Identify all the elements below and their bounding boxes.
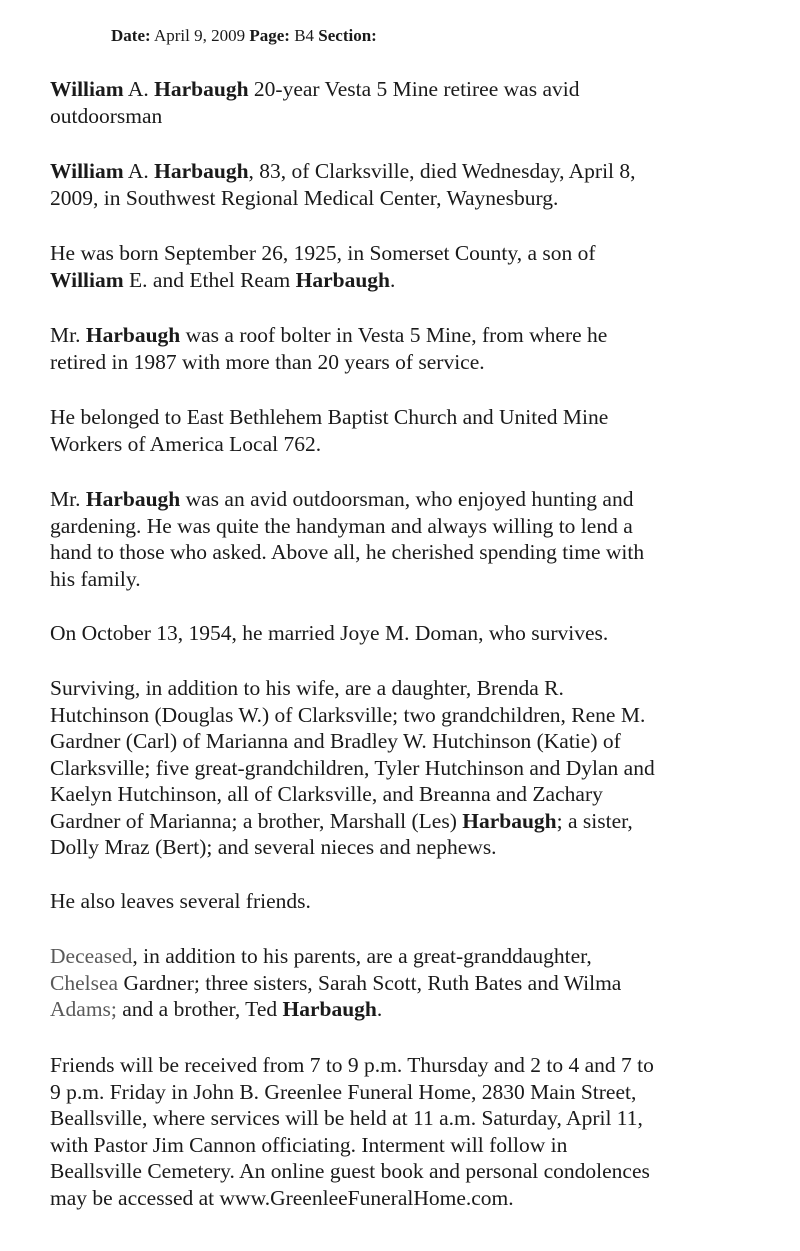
p10-line-1: Friends will be received from 7 to 9 p.m. Thursday and 2 to 4 and 7 to [50, 1053, 654, 1077]
p10-line-5: Beallsville Cemetery. An online guest book and personal condolences [50, 1159, 650, 1183]
paragraph-predeceased [50, 943, 780, 1023]
headline-name-first: William [50, 77, 124, 101]
p9-line-3-name: Harbaugh [282, 997, 377, 1021]
paragraph-friends [50, 888, 780, 915]
p5-text: was an avid outdoorsman, who enjoyed hunting and [180, 487, 634, 511]
p7-line-6-post: ; a sister, [556, 808, 633, 833]
p3-pre: Mr. [50, 323, 86, 347]
article-meta [111, 26, 377, 46]
p3-line-2: retired in 1987 with more than 20 years of service. [50, 349, 485, 374]
p10-line-4: with Pastor Jim Cannon officiating. Interment will follow in [50, 1132, 568, 1157]
p7-line-1: Surviving, in addition to his wife, are a daughter, Brenda R. [50, 676, 564, 700]
headline-line-2: outdoorsman [50, 103, 163, 128]
p3-name: Harbaugh [85, 323, 181, 347]
date-value: April 9, 2009 [150, 26, 250, 45]
p7-line-3: Gardner (Carl) of Marianna and Bradley W. Hutchinson (Katie) of [50, 729, 621, 753]
p1-name-first: William [50, 159, 124, 183]
paragraph-birth [50, 240, 780, 293]
p7-line-2: Hutchinson (Douglas W.) of Clarksville; two grandchildren, Rene M. [50, 702, 646, 727]
p2-end: . [390, 267, 396, 292]
p10-line-3: Beallsville, where services will be held at 11 a.m. Saturday, April 11, [50, 1106, 643, 1130]
paragraph-marriage [50, 620, 780, 647]
p9-line-1-gray: Deceased [50, 944, 133, 968]
p4-line-1: He belonged to East Bethlehem Baptist Church and United Mine [50, 405, 609, 429]
p5-line-3: hand to those who asked. Above all, he cherished spending time with [50, 540, 645, 564]
p7-line-6-name: Harbaugh [462, 808, 557, 833]
p2-line-1: He was born September 26, 1925, in Somerset County, a son of [50, 241, 596, 265]
p2-mid: E. and Ethel Ream [123, 267, 296, 292]
p1-name-last: Harbaugh [154, 159, 249, 183]
p4-line-2: Workers of America Local 762. [50, 431, 322, 456]
p3-text: was a roof bolter in Vesta 5 Mine, from where he [180, 323, 608, 347]
paragraph-interests [50, 486, 780, 592]
p9-line-3-rest: and a brother, Ted [116, 997, 283, 1021]
paragraph-death-notice [50, 158, 780, 211]
p5-line-2: gardening. He was quite the handyman and always willing to lend a [50, 513, 633, 538]
date-label: Date: [111, 26, 151, 45]
p9-line-3-end: . [376, 997, 383, 1021]
p8-line-1: He also leaves several friends. [50, 889, 311, 913]
p9-line-2-rest: Gardner; three sisters, Sarah Scott, Ruth Bates and Wilma [118, 970, 622, 995]
p7-line-7: Dolly Mraz (Bert); and several nieces and nephews. [50, 835, 497, 859]
p1-line-2: 2009, in Southwest Regional Medical Center, Waynesburg. [50, 185, 559, 210]
p2-name-first: William [50, 267, 124, 292]
p2-name-last: Harbaugh [295, 267, 391, 292]
p9-line-2-gray: Chelsea [50, 970, 119, 995]
paragraph-memberships [50, 404, 780, 457]
p5-name: Harbaugh [85, 487, 181, 511]
p10-line-2: 9 p.m. Friday in John B. Greenlee Funeral Home, 2830 Main Street, [50, 1079, 637, 1104]
paragraph-career [50, 322, 780, 375]
paragraph-services [50, 1052, 780, 1211]
p1-name-mid: A. [123, 159, 155, 183]
p7-line-4: Clarksville; five great-grandchildren, Tyler Hutchinson and Dylan and [50, 755, 655, 780]
page-value: B4 [289, 26, 319, 45]
headline-name-last: Harbaugh [154, 77, 249, 101]
page-label: Page: [249, 26, 290, 45]
paragraph-survivors [50, 675, 780, 861]
p6-line-1: On October 13, 1954, he married Joye M. Doman, who survives. [50, 621, 609, 645]
headline [50, 76, 780, 129]
p10-line-6: may be accessed at www.GreenleeFuneralHome.com. [50, 1185, 514, 1210]
p7-line-6-pre: Gardner of Marianna; a brother, Marshall (Les) [50, 808, 463, 833]
p9-line-3-gray: Adams; [50, 997, 117, 1021]
p9-line-1-rest: , in addition to his parents, are a great-granddaughter, [132, 944, 592, 968]
section-label: Section: [318, 26, 377, 45]
p1-text: , 83, of Clarksville, died Wednesday, April 8, [248, 159, 636, 183]
p5-line-4: his family. [50, 566, 141, 591]
p7-line-5: Kaelyn Hutchinson, all of Clarksville, and Breanna and Zachary [50, 782, 603, 806]
headline-name-mid: A. [123, 77, 155, 101]
p5-pre: Mr. [50, 487, 86, 511]
headline-text: 20-year Vesta 5 Mine retiree was avid [248, 77, 580, 101]
